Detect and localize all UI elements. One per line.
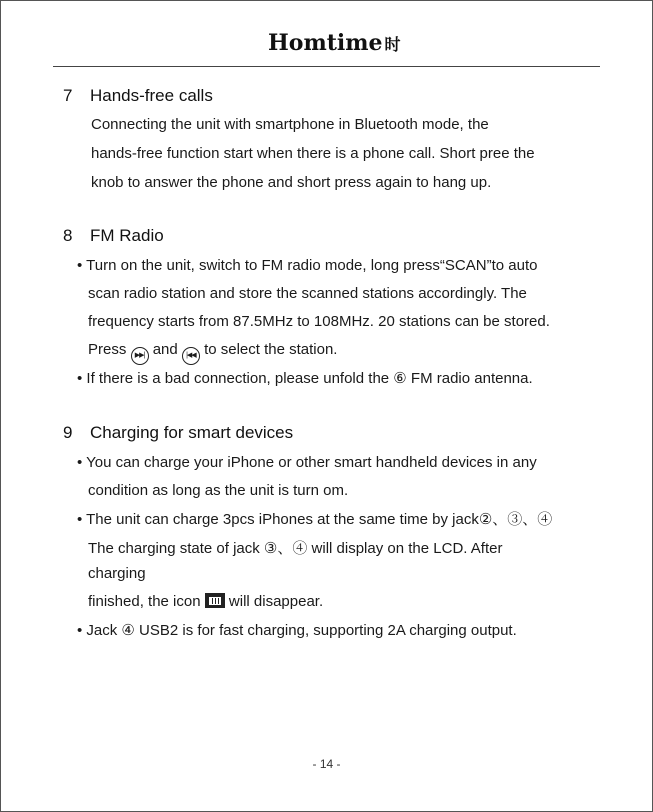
section-8-press-line: Press ▶▶| and |◀◀ to select the station. xyxy=(88,341,337,365)
section-7-heading: 7 Hands-free calls xyxy=(63,86,213,105)
section-9-heading: 9 Charging for smart devices xyxy=(63,423,294,442)
section-9-line: • The unit can charge 3pcs iPhones at the same time by jack②、③、④ xyxy=(77,511,553,528)
section-8-line: scan radio station and store the scanned stations accordingly. The xyxy=(88,285,527,302)
section-8-heading: 8 FM Radio xyxy=(63,226,164,245)
section-9-line: The charging state of jack ③、④ will display on the LCD. After xyxy=(88,540,503,557)
logo-mark: 时 xyxy=(384,35,401,54)
section-9-icon-line: finished, the icon will disappear. xyxy=(88,593,324,610)
prev-track-icon: |◀◀ xyxy=(182,347,200,365)
section-7-line: Connecting the unit with smartphone in Bluetooth mode, the xyxy=(91,116,489,133)
logo-text: Homtime xyxy=(268,30,383,56)
next-track-icon: ▶▶| xyxy=(131,347,149,365)
battery-icon xyxy=(205,593,225,608)
header-rule xyxy=(53,66,600,67)
page-number: - 14 - xyxy=(312,757,341,771)
section-8-line: • Turn on the unit, switch to FM radio mode, long press“SCAN”to auto xyxy=(77,257,538,274)
section-9-line: condition as long as the unit is turn om. xyxy=(88,482,349,499)
brand-logo xyxy=(268,30,401,56)
section-7-line: hands-free function start when there is a phone call. Short pree the xyxy=(91,145,535,162)
section-9-line: charging xyxy=(88,565,146,582)
section-7-line: knob to answer the phone and short press again to hang up. xyxy=(91,174,492,191)
section-8-line: frequency starts from 87.5MHz to 108MHz. 20 stations can be stored. xyxy=(88,313,550,330)
section-8-line: • If there is a bad connection, please unfold the ⑥ FM radio antenna. xyxy=(77,370,533,387)
section-9-line: • You can charge your iPhone or other smart handheld devices in any xyxy=(77,454,537,471)
section-9-line: • Jack ④ USB2 is for fast charging, supporting 2A charging output. xyxy=(77,622,517,639)
